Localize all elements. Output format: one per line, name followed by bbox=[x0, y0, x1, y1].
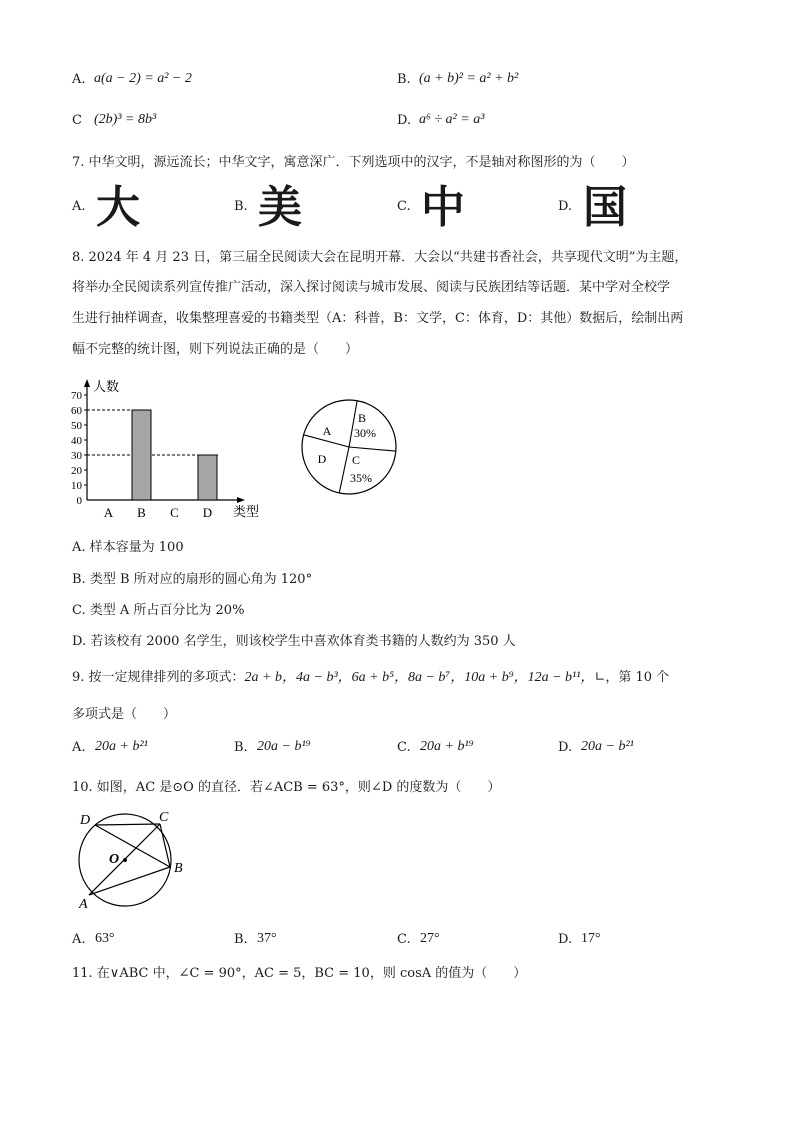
q8-stem-line: 生进行抽样调查，收集整理喜爱的书籍类型（A：科普，B：文学，C：体育，D：其他）数据后，绘制出两 bbox=[72, 311, 684, 326]
pie-slice-label-a: A bbox=[322, 424, 332, 438]
y-tick-label: 20 bbox=[71, 465, 82, 477]
q6-option-d-letter: D. bbox=[397, 113, 412, 128]
label-c: C bbox=[159, 810, 169, 825]
segment-dc bbox=[95, 824, 160, 825]
q10-stem: 10. 如图，AC 是⊙O 的直径．若∠ACB = 63°，则∠D 的度数为（ ） bbox=[72, 780, 501, 795]
pie-slice-percent-b: 30% bbox=[354, 426, 376, 440]
y-tick-label: 60 bbox=[71, 405, 82, 417]
q7-option-d-char: 国 bbox=[583, 182, 627, 233]
category-label: A bbox=[103, 505, 114, 520]
x-axis-arrow bbox=[237, 497, 245, 503]
q9-sequence: 2a + b，4a − b³，6a + b⁵，8a − b⁷，10a + b⁹，12a − b¹¹， bbox=[244, 670, 595, 685]
q9-stem bbox=[72, 666, 669, 686]
pie-slice-label-d: D bbox=[317, 452, 327, 466]
q6-option-b-expr: (a + b)² = a² + b² bbox=[419, 71, 519, 86]
segment-ab bbox=[89, 867, 170, 895]
q9-stem-prefix: 9. 按一定规律排列的多项式： bbox=[72, 670, 245, 685]
q7-option-d-letter: D. bbox=[558, 199, 573, 214]
x-axis-label: 类型 bbox=[233, 505, 260, 520]
q9-stem-line2: 多项式是（ ） bbox=[72, 707, 177, 722]
q6-option-a-expr: a(a − 2) = a² − 2 bbox=[94, 71, 192, 86]
q9-option-c-letter: C. bbox=[397, 740, 411, 755]
q9-option-a-expr: 20a + b²¹ bbox=[95, 739, 148, 754]
q8-option-b: B. 类型 B 所对应的扇形的圆心角为 120° bbox=[72, 572, 313, 587]
q8-stem-line: 幅不完整的统计图，则下列说法正确的是（ ） bbox=[72, 342, 359, 357]
q7-option-b-char: 美 bbox=[258, 182, 302, 233]
pie-slice-label-b: B bbox=[357, 411, 367, 425]
category-label: D bbox=[202, 505, 213, 520]
q10-option-a-value: 63° bbox=[95, 931, 115, 946]
y-tick-label: 0 bbox=[76, 495, 82, 507]
pie-divider bbox=[349, 447, 396, 451]
category-label: B bbox=[137, 505, 146, 520]
q7-option-a-letter: A. bbox=[72, 199, 86, 214]
y-tick-label: 40 bbox=[71, 435, 82, 447]
y-tick-label: 50 bbox=[71, 420, 82, 432]
q7-stem: 7. 中华文明，源远流长；中华文字，寓意深广．下列选项中的汉字，不是轴对称图形的为（ ） bbox=[72, 155, 635, 170]
pie-divider bbox=[349, 401, 357, 447]
label-b: B bbox=[174, 861, 183, 876]
q6-option-a-letter: A. bbox=[72, 72, 86, 87]
pie-slice-label-c: C bbox=[351, 453, 361, 467]
pie-divider bbox=[339, 447, 349, 493]
label-d: D bbox=[80, 813, 91, 828]
q7-option-c-letter: C. bbox=[397, 199, 411, 214]
q6-option-c-letter: C bbox=[72, 113, 82, 128]
q8-option-a: A. 样本容量为 100 bbox=[72, 540, 184, 555]
q10-option-b-value: 37° bbox=[257, 931, 277, 946]
q9-option-b-letter: B. bbox=[234, 740, 248, 755]
y-tick-label: 30 bbox=[71, 450, 82, 462]
y-tick-label: 10 bbox=[71, 480, 82, 492]
q7-option-b-letter: B. bbox=[234, 199, 248, 214]
bar-d bbox=[198, 455, 217, 500]
q9-option-d-expr: 20a − b²¹ bbox=[581, 739, 634, 754]
category-label: C bbox=[170, 505, 179, 520]
pie-chart bbox=[296, 396, 402, 498]
q9-option-d-letter: D. bbox=[558, 740, 573, 755]
q8-stem-line: 8. 2024 年 4 月 23 日，第三届全民阅读大会在昆明开幕．大会以“共建书香社会，共享现代文明”为主题， bbox=[72, 250, 688, 265]
segment-db bbox=[95, 825, 170, 867]
q10-option-c-value: 27° bbox=[420, 931, 440, 946]
q10-option-a-letter: A. bbox=[72, 932, 86, 947]
q8-stem-line: 将举办全民阅读系列宣传推广活动，深入探讨阅读与城市发展、阅读与民族团结等话题．某中学对全校学 bbox=[72, 280, 671, 295]
q10-option-d-value: 17° bbox=[581, 931, 601, 946]
circle-diagram bbox=[72, 810, 192, 916]
q6-option-d-expr: a⁶ ÷ a² = a³ bbox=[419, 112, 485, 127]
y-axis-label: 人数 bbox=[93, 380, 120, 395]
q10-option-b-letter: B. bbox=[234, 932, 248, 947]
label-o: O bbox=[109, 852, 120, 867]
label-a: A bbox=[79, 897, 88, 912]
bar-chart bbox=[60, 366, 270, 524]
bar-b bbox=[132, 410, 151, 500]
y-tick-label: 70 bbox=[71, 390, 82, 402]
y-axis-arrow bbox=[84, 379, 90, 387]
q6-option-c-expr: (2b)³ = 8b³ bbox=[94, 112, 157, 127]
q7-option-c-char: 中 bbox=[421, 182, 465, 233]
q8-option-c: C. 类型 A 所占百分比为 20% bbox=[72, 603, 245, 618]
q8-option-d: D. 若该校有 2000 名学生，则该校学生中喜欢体育类书籍的人数约为 350 人 bbox=[72, 634, 516, 649]
q10-option-d-letter: D. bbox=[558, 932, 573, 947]
q9-option-c-expr: 20a + b¹⁹ bbox=[420, 739, 474, 754]
q11-stem: 11. 在∨ABC 中，∠C = 90°，AC = 5，BC = 10，则 cosA 的值为（ ） bbox=[72, 966, 527, 981]
q9-option-a-letter: A. bbox=[72, 740, 86, 755]
q9-option-b-expr: 20a − b¹⁹ bbox=[257, 739, 311, 754]
pie-slice-percent-c: 35% bbox=[350, 471, 372, 485]
q7-option-a-char: 大 bbox=[96, 182, 140, 233]
q6-option-b-letter: B. bbox=[397, 72, 411, 87]
q10-option-c-letter: C. bbox=[397, 932, 411, 947]
q9-stem-suffix: ，第 10 个 bbox=[605, 670, 670, 685]
q9-ellipsis: ∟ bbox=[594, 670, 606, 685]
center-point bbox=[123, 858, 127, 862]
